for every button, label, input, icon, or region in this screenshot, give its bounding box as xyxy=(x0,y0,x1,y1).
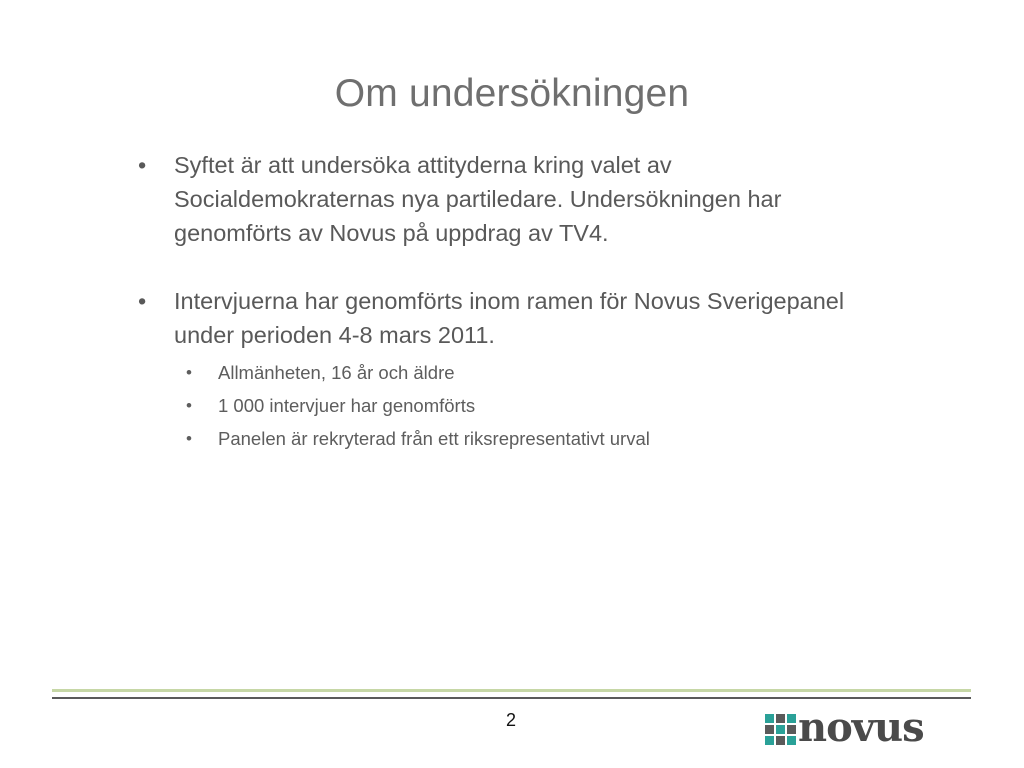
bullet-dot: • xyxy=(138,288,147,314)
bullet-dot: • xyxy=(138,152,147,178)
logo-text: novus xyxy=(798,704,924,751)
novus-logo xyxy=(765,704,975,751)
footer-rule-green xyxy=(52,689,971,692)
bullet-text: Syftet är att undersöka attityderna kring valet av Socialdemokraternas nya partiledare. Undersökningen har genomförts av Novus på uppdrag av TV4. xyxy=(174,152,782,246)
bullet-item xyxy=(138,148,858,250)
sub-bullet-text: Panelen är rekryterad från ett riksrepresentativt urval xyxy=(218,428,650,449)
bullet-dot: • xyxy=(186,396,192,415)
sub-bullet-item xyxy=(174,356,858,389)
logo-mark-icon xyxy=(765,714,797,746)
sub-bullet-list xyxy=(174,356,858,455)
slide-title: Om undersökningen xyxy=(334,72,690,115)
bullet-item xyxy=(138,284,858,455)
sub-bullet-text: 1 000 intervjuer har genomförts xyxy=(218,395,476,416)
bullet-text: Intervjuerna har genomförts inom ramen för Novus Sverigepanel under perioden 4-8 mars 2011. xyxy=(174,288,845,348)
sub-bullet-item xyxy=(174,422,858,455)
bullet-dot: • xyxy=(186,363,192,382)
bullet-dot: • xyxy=(186,429,192,448)
sub-bullet-text: Allmänheten, 16 år och äldre xyxy=(218,362,455,383)
bullet-list xyxy=(138,148,858,455)
sub-bullet-item xyxy=(174,389,858,422)
page-number: 2 xyxy=(505,710,516,730)
footer-rule-grey xyxy=(52,697,971,699)
